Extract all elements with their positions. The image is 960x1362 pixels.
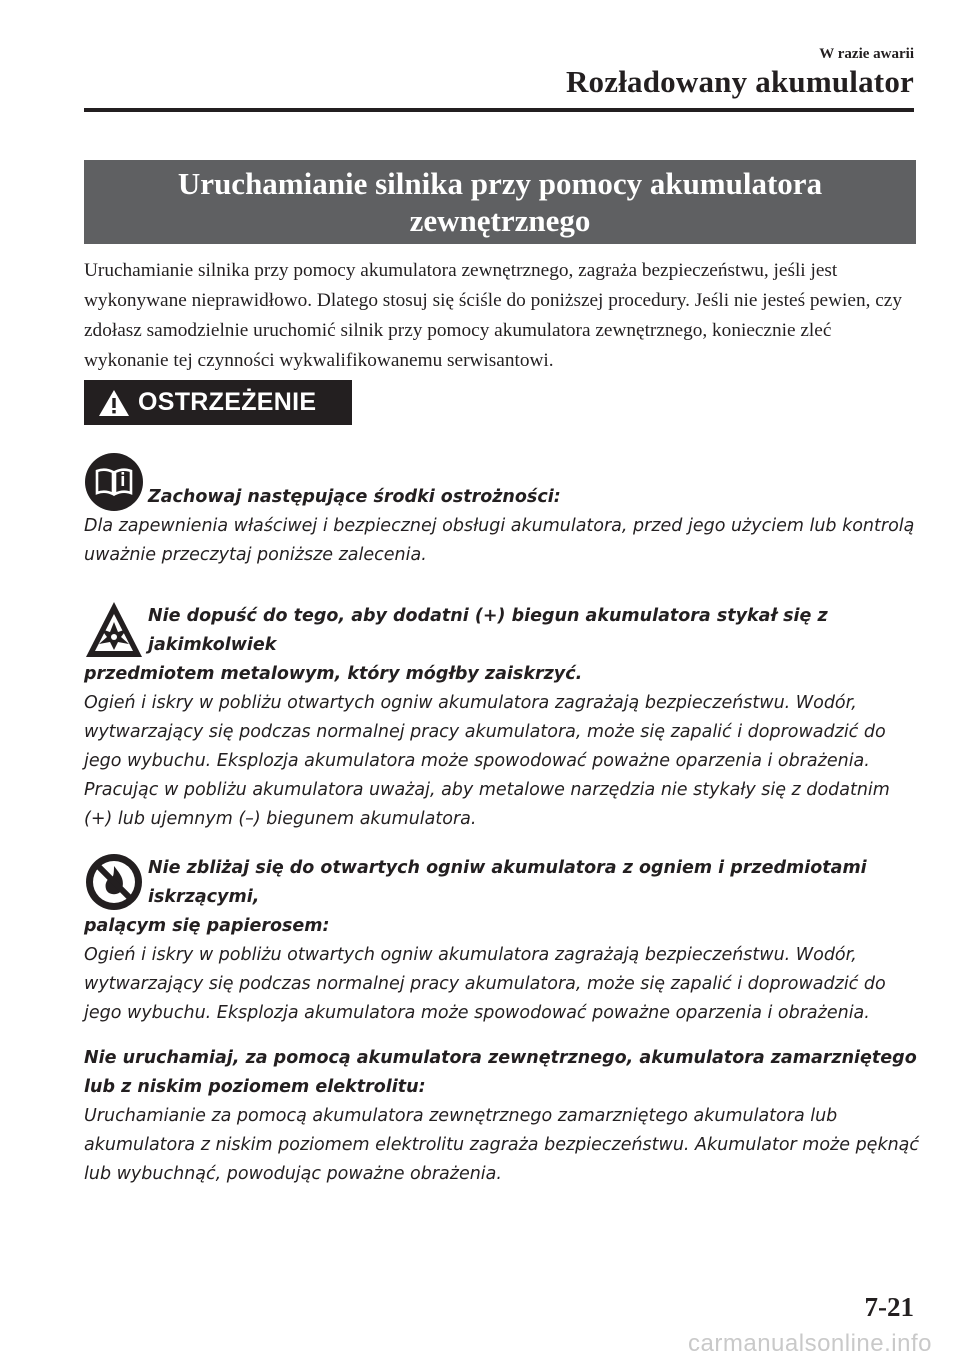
metal-heading-line1: Nie dopuść do tego, aby dodatni (+) biegun akumulatora stykał się z jakimkolwiek xyxy=(148,606,828,655)
warning-triangle-icon xyxy=(98,389,130,417)
metal-heading-line2: przedmiotem metalowym, który mógłby zaiskrzyć. xyxy=(84,664,583,684)
fire-heading-line1: Nie zbliżaj się do otwartych ogniw akumulatora z ogniem i przedmiotami iskrzącymi, xyxy=(148,858,867,907)
fire-heading-line2: palącym się papierosem: xyxy=(84,916,330,936)
page-title: Rozładowany akumulator xyxy=(565,64,914,99)
intro-paragraph: Uruchamianie silnika przy pomocy akumulatora zewnętrznego, zagraża bezpieczeństwu, jeśli jest wykonywane nieprawidłowo. Dlatego stosuj się ściśle do poniższej procedury. Jeśli nie jesteś pewien, czy zdołasz samodzielnie uruchomić silnik przy pomocy akumulatora zewnętrznego, koniecznie zleć wykonanie tej czynności wykwalifikowanemu serwisantowi. xyxy=(84,260,902,371)
fire-body: Ogień i iskry w pobliżu otwartych ogniw akumulatora zagrażają bezpieczeństwu. Wodór, wytwarzający się podczas normalnej pracy akumulatora, może się zapalić i doprowadzić do jego wybuchu. Eksplozja akumulatora może spowodować poważne oparzenia i obrażenia. xyxy=(84,945,886,1023)
warning-frozen-battery xyxy=(84,1044,920,1189)
explosion-warning-icon xyxy=(84,600,144,660)
frozen-heading: Nie uruchamiaj, za pomocą akumulatora zewnętrznego, akumulatora zamarzniętego lub z niskim poziomem elektrolitu: xyxy=(84,1048,917,1097)
section-banner xyxy=(84,160,916,244)
warning-label xyxy=(84,380,352,425)
warning-metal-contact xyxy=(84,600,920,834)
manual-book-icon xyxy=(84,452,144,512)
chapter-title: W razie awarii xyxy=(819,46,914,62)
header-divider xyxy=(84,108,914,112)
frozen-body: Uruchamianie za pomocą akumulatora zewnętrznego zamarzniętego akumulatora lub akumulatora z niskim poziomem elektrolitu zagraża bezpieczeństwu. Akumulator może pęknąć lub wybuchnąć, powodując poważne obrażenia. xyxy=(84,1106,920,1184)
section-title: Uruchamianie silnika przy pomocy akumulatora zewnętrznego xyxy=(177,166,823,238)
precautions-heading: Zachowaj następujące środki ostrożności: xyxy=(148,487,561,507)
warning-no-fire xyxy=(84,852,920,1028)
warning-precautions xyxy=(84,452,920,570)
no-fire-icon xyxy=(84,852,144,912)
warning-label-text: OSTRZEŻENIE xyxy=(138,388,317,416)
metal-body: Ogień i iskry w pobliżu otwartych ogniw akumulatora zagrażają bezpieczeństwu. Wodór, wytwarzający się podczas normalnej pracy akumulatora, może się zapalić i doprowadzić do jego wybuchu. Eksplozja akumulatora może spowodować poważne oparzenia i obrażenia. Pracując w pobliżu akumulatora uważaj, aby metalowe narzędzia nie stykały się z dodatnim (+) lub ujemnym (–) biegunem akumulatora. xyxy=(84,693,890,829)
watermark-text: carmanualsonline.info xyxy=(688,1330,932,1357)
precautions-body: Dla zapewnienia właściwej i bezpiecznej obsługi akumulatora, przed jego użyciem lub kontrolą uważnie przeczytaj poniższe zalecenia. xyxy=(84,516,915,565)
page-number: 7-21 xyxy=(864,1292,914,1322)
